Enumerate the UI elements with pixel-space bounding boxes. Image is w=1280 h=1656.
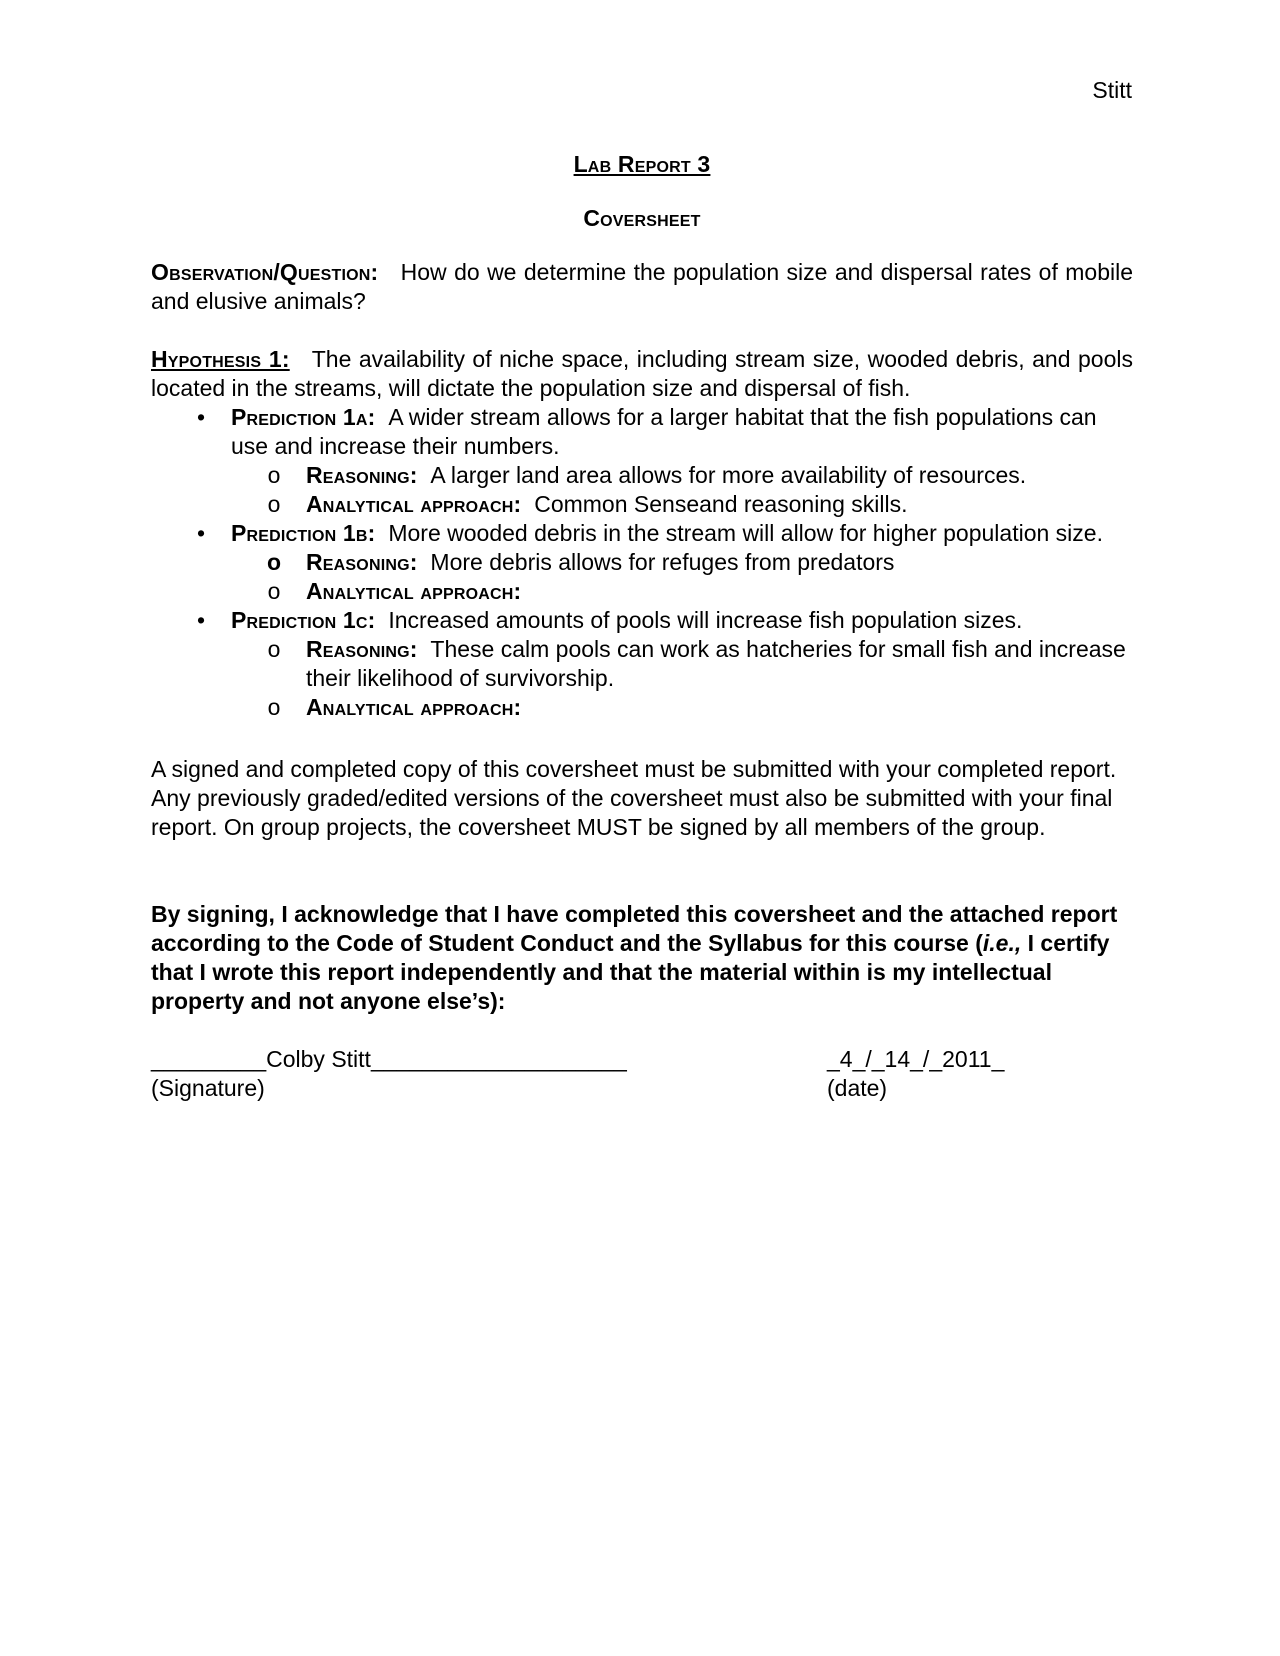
date-line: _4_/_14_/_2011_ — [827, 1046, 1005, 1072]
circle-bullet-icon: o — [267, 694, 281, 720]
reasoning-label: Reasoning: — [306, 462, 418, 488]
signature-line: _________Colby Stitt____________________ — [151, 1046, 627, 1072]
acknowledgement-text-part1: By signing, I acknowledge that I have completed this coversheet and the attached report according to the Code of Student Conduct and the Syllabus for this course ( — [151, 901, 1118, 956]
reasoning-text: More debris allows for refuges from predators — [430, 549, 895, 575]
observation-text: How do we determine the population size and dispersal rates of mobile and elusive animals? — [151, 259, 1133, 314]
prediction-sub-list — [231, 635, 1133, 722]
sub-item — [231, 461, 1133, 490]
spacer — [151, 871, 1133, 900]
circle-bullet-icon: o — [267, 462, 281, 488]
reasoning-text: A larger land area allows for more availability of resources. — [430, 462, 1027, 488]
prediction-item — [151, 606, 1133, 722]
sub-item — [231, 635, 1133, 693]
sub-item — [231, 577, 1133, 606]
prediction-sub-list — [231, 461, 1133, 519]
prediction-label: Prediction 1a: — [231, 404, 376, 430]
reasoning-label: Reasoning: — [306, 549, 418, 575]
observation-paragraph — [151, 258, 1133, 316]
prediction-label: Prediction 1c: — [231, 607, 376, 633]
prediction-label: Prediction 1b: — [231, 520, 376, 546]
circle-bullet-icon: o — [267, 578, 281, 604]
analytical-approach-label: Analytical approach: — [306, 578, 522, 604]
signature-caption: (Signature) — [151, 1075, 265, 1101]
hypothesis-text: The availability of niche space, including stream size, wooded debris, and pools located in the streams, will dictate the population size and dispersal of fish. — [151, 346, 1133, 401]
bullet-icon: • — [196, 404, 206, 430]
spacer — [151, 722, 1133, 751]
prediction-item — [151, 403, 1133, 519]
prediction-text: A wider stream allows for a larger habitat that the fish populations can use and increase their numbers. — [231, 404, 1097, 459]
analytical-approach-label: Analytical approach: — [306, 491, 522, 517]
bullet-icon: • — [196, 520, 206, 546]
sub-item — [231, 490, 1133, 519]
spacer — [151, 316, 1133, 345]
predictions-list — [151, 403, 1133, 722]
prediction-sub-list — [231, 548, 1133, 606]
reasoning-text: These calm pools can work as hatcheries for small fish and increase their likelihood of survivorship. — [306, 636, 1126, 691]
reasoning-label: Reasoning: — [306, 636, 418, 662]
bullet-icon: • — [196, 607, 206, 633]
spacer — [151, 842, 1133, 871]
circle-bullet-icon: o — [267, 636, 281, 662]
header-author-name: Stitt — [1092, 77, 1132, 103]
document-title: Lab Report 3 — [573, 151, 711, 177]
analytical-approach-text: Common Senseand reasoning skills. — [534, 491, 908, 517]
hypothesis-label: Hypothesis 1: — [151, 346, 290, 372]
date-block — [827, 1045, 1004, 1103]
sub-item — [231, 693, 1133, 722]
prediction-text: More wooded debris in the stream will allow for higher population size. — [388, 520, 1103, 546]
circle-bullet-icon: o — [267, 491, 281, 517]
date-caption: (date) — [827, 1075, 888, 1101]
document-body — [151, 150, 1133, 1103]
signature-row — [151, 1045, 1133, 1103]
observation-label: Observation/Question: — [151, 259, 379, 285]
sub-item — [231, 548, 1133, 577]
acknowledgement-text-part2: I certify that I wrote this report independently and that the material within is my intellectual property and not anyone else’s): — [151, 930, 1110, 1014]
hypothesis-paragraph — [151, 345, 1133, 403]
circle-bullet-icon: o — [266, 549, 282, 575]
acknowledgement-paragraph — [151, 900, 1133, 1016]
spacer — [151, 1016, 1133, 1045]
acknowledgement-ie: i.e., — [982, 930, 1022, 956]
analytical-approach-label: Analytical approach: — [306, 694, 522, 720]
document-subtitle: Coversheet — [583, 205, 701, 231]
instructions-paragraph: A signed and completed copy of this coversheet must be submitted with your completed report. Any previously graded/edited versions of the coversheet must also be submitted with your final report. On group projects, the coversheet MUST be signed by all members of the group. — [151, 756, 1117, 840]
signature-block — [151, 1045, 627, 1103]
prediction-item — [151, 519, 1133, 606]
prediction-text: Increased amounts of pools will increase fish population sizes. — [388, 607, 1023, 633]
